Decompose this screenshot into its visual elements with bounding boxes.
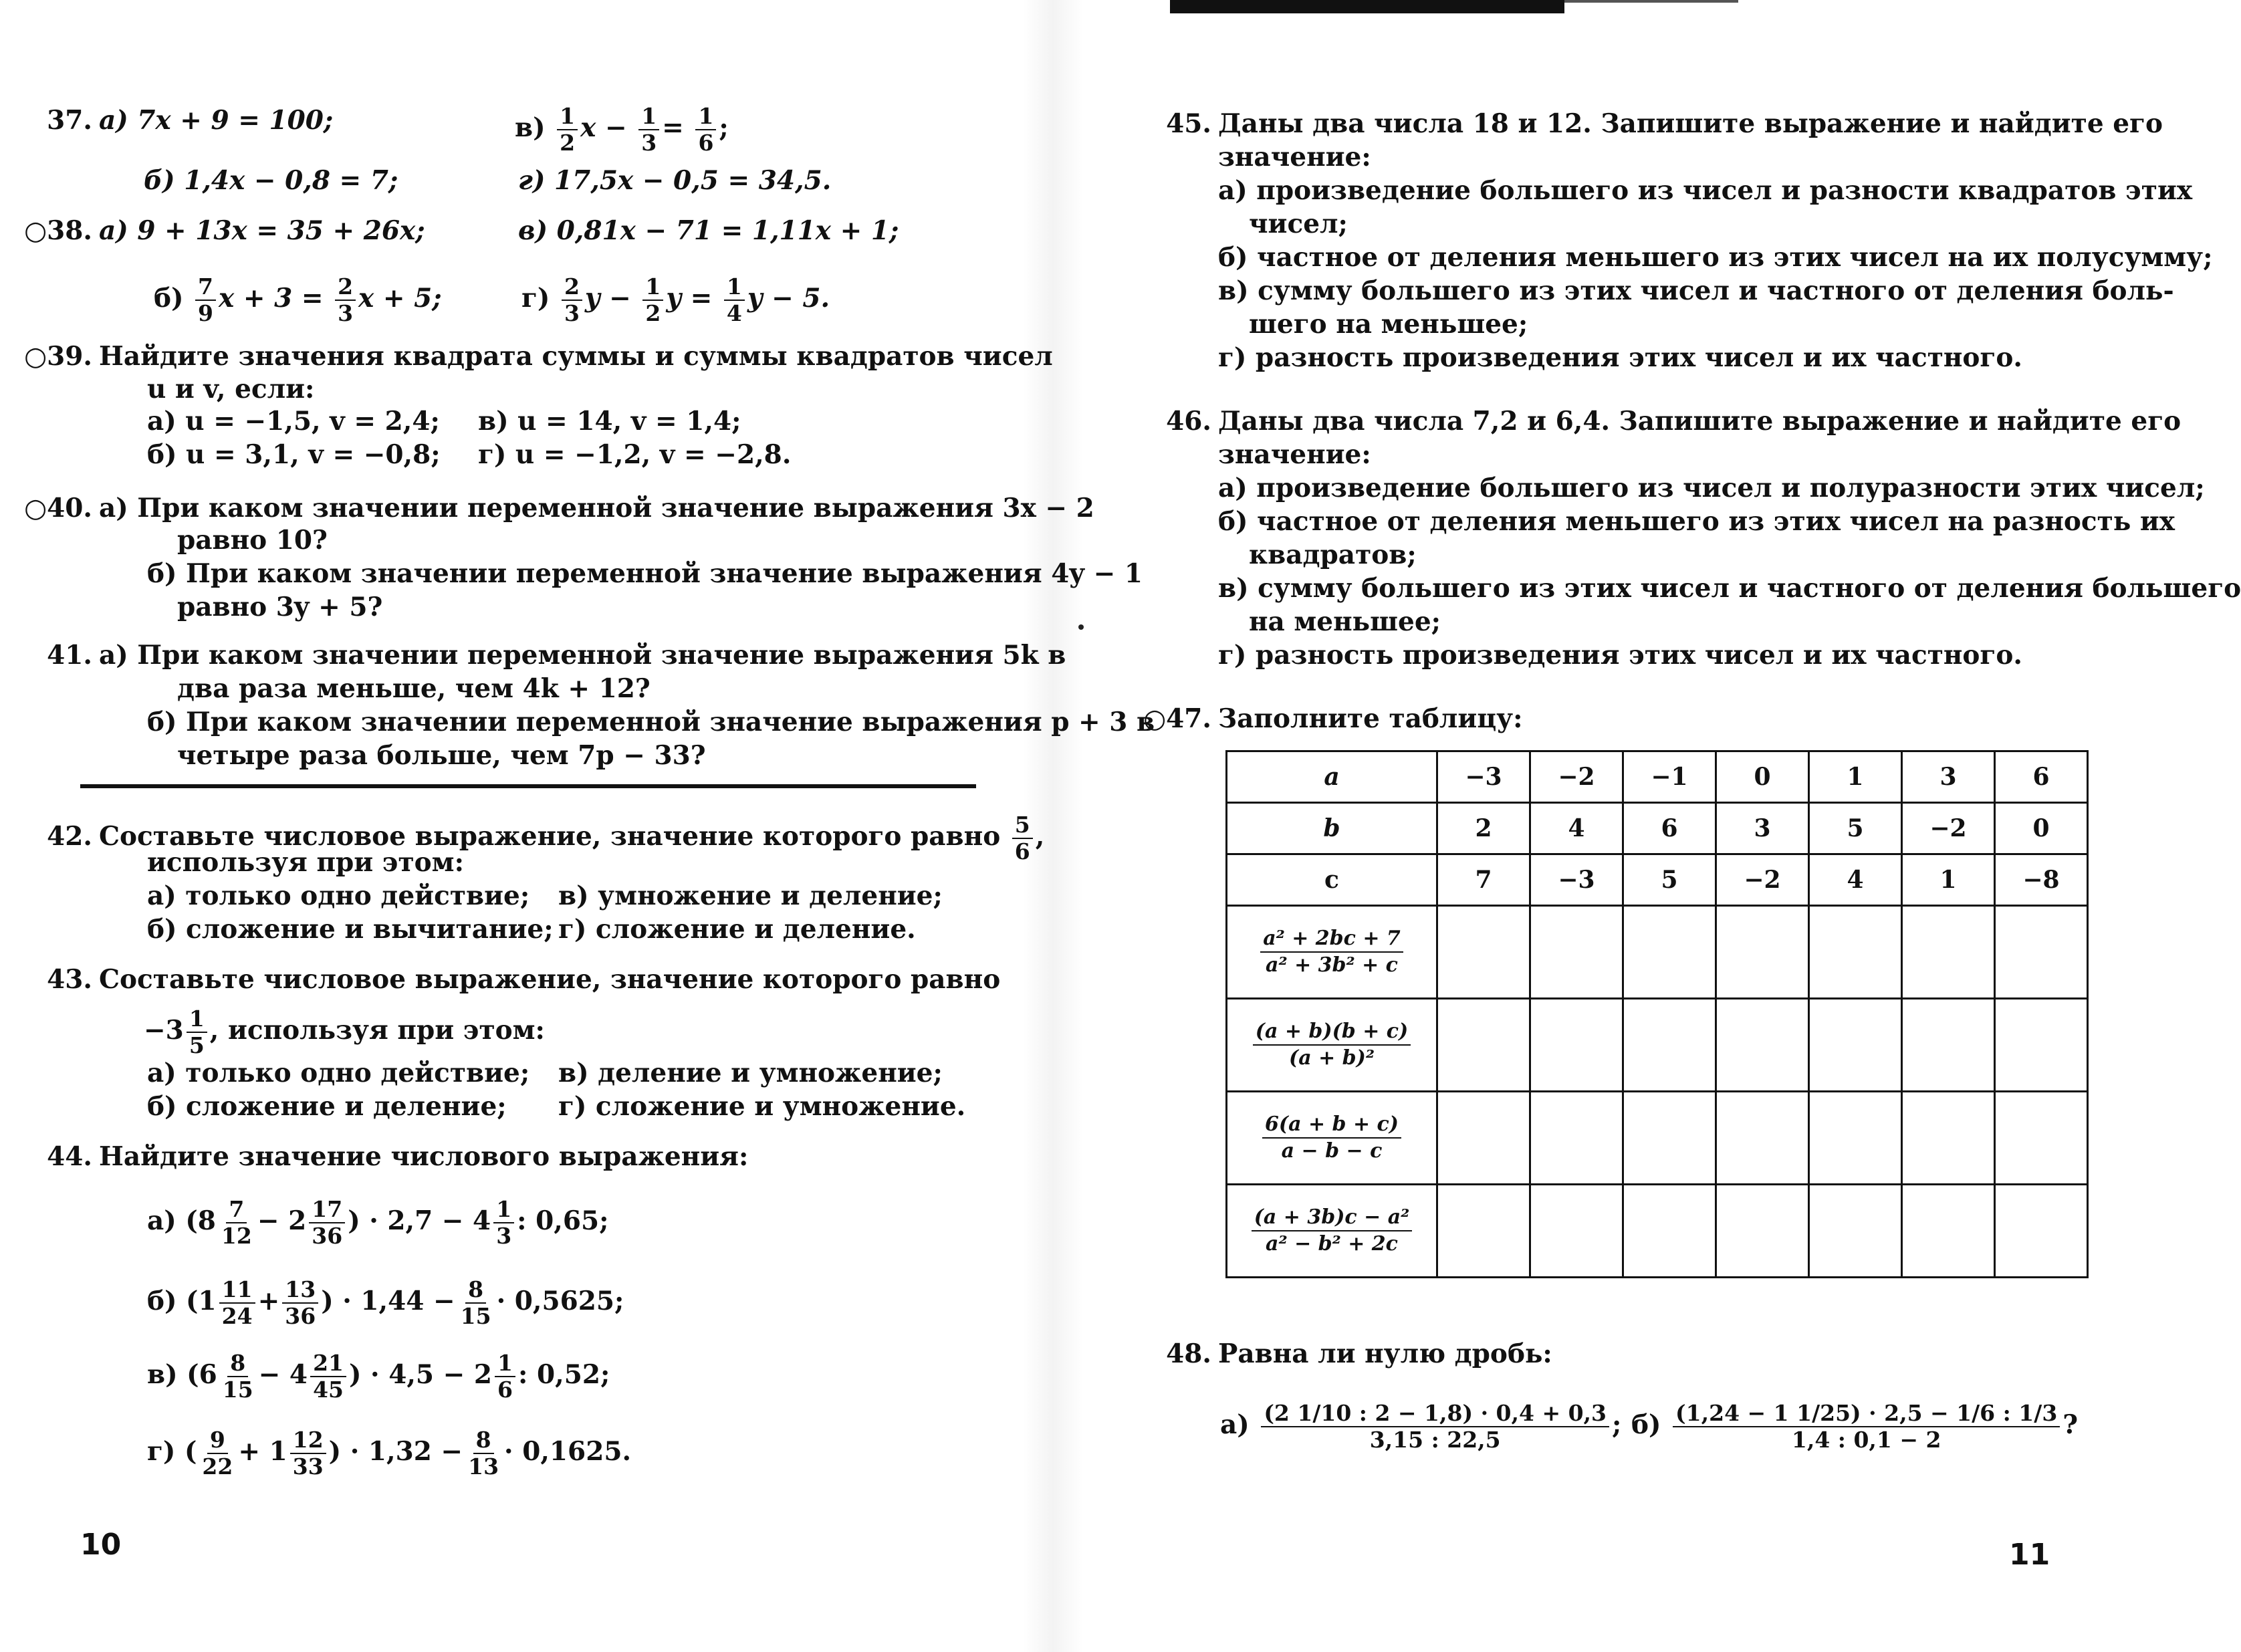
exercise-41: 41. а) При каком значении переменной значение выражения 5k в — [47, 640, 1066, 671]
exercise-44-v: в) (6 $\frac{8}{15}$ − 4 $\frac{21}{45}$ ) · 4,5 − 2 $\frac{1}{6}$ : 0,52; — [147, 1350, 610, 1403]
exercise-46: 46. Даны два числа 7,2 и 6,4. Запишите выражение и найдите его — [1166, 406, 2181, 437]
exercise-38: ○38. а) 9 + 13x = 35 + 26x; — [24, 215, 425, 246]
exercise-39: ○39. Найдите значения квадрата суммы и суммы квадратов чисел — [24, 341, 1053, 372]
table-row-a: a −3 −2 −1 0 1 3 6 — [1227, 751, 2088, 803]
table-row-formula-1: $\frac{\text{a² + 2bc + 7}}{\text{a² + 3b² + c}}$ — [1227, 906, 2088, 999]
section-separator — [80, 784, 976, 788]
exercise-44: 44. Найдите значение числового выражения: — [47, 1141, 749, 1172]
exercise-38-g: г) $\frac{2}{3}$ y − $\frac{1}{2}$ y = $\frac{1}{4}$ y − 5. — [521, 273, 830, 326]
exercise-37-v: в) $\frac{1}{2}$ x − $\frac{1}{3}$ = $\frac{1}{6}$ ; — [515, 103, 729, 156]
fill-in-table — [1225, 750, 2089, 1278]
table-row-formula-2: $\frac{(a + b)(b + c)}{\text{(a + b)²}}$ — [1227, 999, 2088, 1092]
exercise-38-v: в) 0,81x − 71 = 1,11x + 1; — [518, 215, 899, 246]
page-number-right: 11 — [2009, 1538, 2050, 1572]
left-page: 37. а) 7x + 9 = 100; в) $\frac{1}{2}$ x − $\frac{1}{3}$ = $\frac{1}{6}$ ; б) 1,4x − 0,8 = 7; г) 17,5x − 0,5 = 34,5. ○38. а) 9 + 13x = 35 + 26x; в) 0,81x − 71 = 1,11x + 1; б) $\frac{7}{9}$ x + 3 = $\frac{2}{3}$ x + 5; г) $\frac{2}{3}$ y − $\frac{1}{2}$ y = $\frac{1}{4}$ y − 5. ○39. Найдите значения квадрата суммы и суммы квадратов чисел u и v, если: а) u = −1,5, v = 2,4; в) u = 14, v = 1,4; б) u = 3,1, v = −0,8; г) u = −1,2, v = −2,8. ○40. а) При каком значении переменной значение выражения 3x − 2 равно 10? б) При каком значении переменной значение выражения 4y − 1 равно 3y + 5? 41. а) При каком значении переменной значение выражения 5k в два раза меньше, чем 4k + 12? б) При каком значении переменной значение выражения p + 3 в четыре раза больше, чем 7p − 33? 42. Составьте числовое выражение, значение которого равно $\frac{5}{6}$ , используя при этом: а) только одно действие; в) умножение и деление; б) сложение и вычитание; г) сложение и деление. 43. Составьте числовое выражение, значение которого равно −3 $\frac{1}{5}$ , используя при этом: а) только одно действие; в) деление и умножение; б) сложение и деление; г) сложение и умножение. 44. Найдите значение числового выражения: а) (8 $\frac{7}{12}$ − 2 $\frac{17}{36}$ ) · 2,7 − 4 $\frac{1}{3}$ : 0,65; б) (1 $\frac{11}{24}$ + $\frac{13}{36}$ ) · 1,44 − $\frac{8}{15}$ · 0,5625; в) (6 $\frac{8}{15}$ − 4 $\frac{21}{45}$ ) · 4,5 − 2 $\frac{1}{6}$ : 0,52; г) ( $\frac{9}{22}$ + 1 $\frac{12}{33}$ ) · 1,32 − $\frac{8}{13}$ · 0,1625. 10 — [0, 0, 1030, 1652]
top-decorative-line — [1564, 0, 1738, 3]
exercise-48-a: а) $\frac{(2 1/10 : 2 - 1,8) \cdot 0,4 + 0,3}{3,15 : 22,5}$ ; — [1220, 1400, 1622, 1453]
table-row-formula-4: $\frac{\text{(a + 3b)c − a²}}{\text{a² − b² + 2c}}$ — [1227, 1185, 2088, 1278]
table-row-c: c 7 −3 5 −2 4 1 −8 — [1227, 854, 2088, 906]
exercise-47: ○47. Заполните таблицу: — [1143, 703, 1523, 734]
exercise-45: 45. Даны два числа 18 и 12. Запишите выражение и найдите его — [1166, 108, 2163, 139]
empty-cell — [1437, 906, 1530, 999]
exercise-44-a: а) (8 $\frac{7}{12}$ − 2 $\frac{17}{36}$ ) · 2,7 − 4 $\frac{1}{3}$ : 0,65; — [147, 1196, 609, 1249]
page-number-left: 10 — [80, 1528, 122, 1562]
top-decorative-bar — [1170, 0, 1564, 13]
printing-speck — [1078, 624, 1084, 630]
exercise-42: 42. Составьте числовое выражение, значение которого равно $\frac{5}{6}$ , — [47, 812, 1045, 864]
table-row-b: b 2 4 6 3 5 −2 0 — [1227, 803, 2088, 854]
exercise-44-b: б) (1 $\frac{11}{24}$ + $\frac{13}{36}$ ) · 1,44 − $\frac{8}{15}$ · 0,5625; — [147, 1276, 624, 1329]
exercise-37-g: г) 17,5x − 0,5 = 34,5. — [518, 165, 832, 196]
exercise-40: ○40. а) При каком значении переменной значение выражения 3x − 2 — [24, 493, 1094, 523]
table-row-formula-3: $\frac{6(a + b + c)}{a - b - c}$ — [1227, 1092, 2088, 1185]
exercise-44-g: г) ( $\frac{9}{22}$ + 1 $\frac{12}{33}$ ) · 1,32 − $\frac{8}{13}$ · 0,1625. — [147, 1427, 632, 1480]
exercise-48-b: б) $\frac{(1,24 - 1 1/25) \cdot 2,5 - 1/6 : 1/3}{1,4 : 0,1 - 2}$ ? — [1631, 1400, 2079, 1453]
exercise-37: 37. а) 7x + 9 = 100; — [47, 105, 334, 136]
exercise-43: 43. Составьте числовое выражение, значение которого равно — [47, 964, 1001, 995]
exercise-48: 48. Равна ли нулю дробь: — [1166, 1338, 1552, 1369]
exercise-37-b: б) 1,4x − 0,8 = 7; — [144, 165, 398, 196]
exercise-38-b: б) $\frac{7}{9}$ x + 3 = $\frac{2}{3}$ x + 5; — [154, 273, 442, 326]
